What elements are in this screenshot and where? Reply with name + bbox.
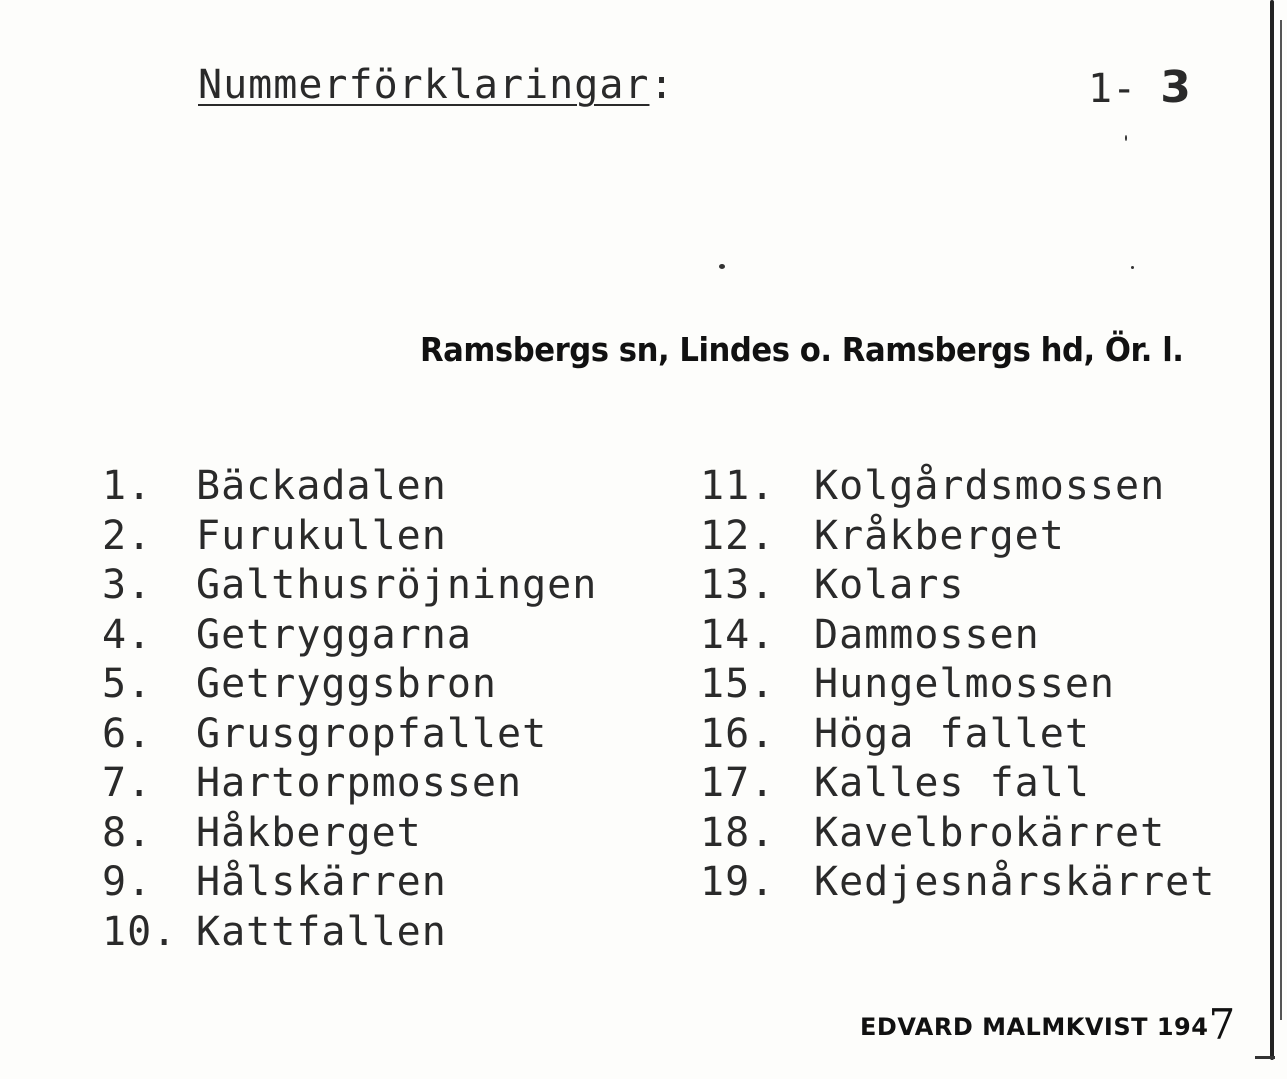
entry-number: 18.	[700, 809, 776, 856]
entry-place-name: Furukullen	[196, 512, 447, 559]
entry-place-name: Kavelbrokärret	[814, 809, 1166, 856]
place-entry	[102, 611, 597, 661]
heading-colon: :	[649, 62, 675, 108]
place-entry	[700, 809, 1215, 859]
entry-number: 10.	[102, 908, 178, 955]
entry-place-name: Getryggarna	[196, 611, 472, 658]
entry-number: 2.	[102, 512, 153, 559]
card-heading	[198, 62, 675, 108]
card-edge	[1270, 0, 1274, 1060]
entry-place-name: Hartorpmossen	[196, 760, 523, 806]
entry-place-name: Kolgårdsmossen	[814, 463, 1166, 509]
entry-place-name: Kråkberget	[814, 512, 1065, 559]
card-edge-shadow	[1280, 20, 1282, 1020]
entry-number: 8.	[102, 809, 153, 856]
place-entry	[700, 660, 1215, 710]
entry-place-name: Kattfallen	[196, 908, 447, 955]
collector-stamp	[860, 1000, 1236, 1049]
ink-speck	[1125, 135, 1127, 141]
place-entry	[700, 858, 1215, 908]
place-entry	[102, 561, 597, 611]
place-entry	[102, 908, 597, 958]
entry-number: 13.	[700, 562, 776, 608]
entry-place-name: Höga fallet	[814, 710, 1090, 757]
place-entry	[102, 759, 597, 809]
place-entry	[700, 512, 1215, 562]
card-number	[1088, 62, 1191, 113]
entry-place-name: Galthusröjningen	[196, 562, 598, 608]
place-list-right	[700, 462, 1215, 908]
place-list-left	[102, 462, 597, 957]
entry-place-name: Grusgropfallet	[196, 710, 548, 757]
entry-number: 5.	[102, 661, 153, 707]
entry-place-name: Getryggsbron	[196, 661, 497, 707]
place-entry	[102, 660, 597, 710]
entry-number: 17.	[700, 760, 776, 806]
place-entry	[102, 809, 597, 859]
entry-number: 11.	[700, 463, 776, 509]
place-entry	[102, 512, 597, 562]
ink-speck	[1131, 266, 1134, 269]
card-corner	[1255, 1056, 1275, 1059]
entry-place-name: Bäckadalen	[196, 463, 447, 509]
entry-number: 19.	[700, 859, 776, 905]
entry-place-name: Hungelmossen	[814, 661, 1115, 707]
parish-stamp: Ramsbergs sn, Lindes o. Ramsbergs hd, Ör. l.	[420, 330, 1184, 369]
entry-number: 1.	[102, 463, 153, 509]
place-entry	[700, 462, 1215, 512]
entry-place-name: Kolars	[814, 562, 965, 608]
card-number-value: 3	[1160, 62, 1191, 113]
entry-number: 14.	[700, 611, 776, 658]
place-entry	[102, 710, 597, 760]
heading-text: Nummerförklaringar	[198, 62, 650, 108]
place-entry	[102, 858, 597, 908]
entry-number: 7.	[102, 760, 153, 806]
place-entry	[102, 462, 597, 512]
entry-number: 6.	[102, 710, 153, 757]
entry-place-name: Kedjesnårskärret	[814, 859, 1216, 905]
entry-number: 9.	[102, 859, 153, 905]
entry-number: 15.	[700, 661, 776, 707]
entry-place-name: Håkberget	[196, 809, 422, 856]
place-entry	[700, 759, 1215, 809]
place-entry	[700, 561, 1215, 611]
place-entry	[700, 611, 1215, 661]
year-handwritten-digit: 7	[1208, 1000, 1236, 1049]
entry-place-name: Kalles fall	[814, 760, 1090, 806]
card-number-prefix: 1-	[1088, 66, 1137, 112]
ink-speck	[719, 264, 725, 269]
place-entry	[700, 710, 1215, 760]
entry-number: 12.	[700, 512, 776, 559]
entry-number: 16.	[700, 710, 776, 757]
entry-number: 3.	[102, 562, 153, 608]
collector-name-year: EDVARD MALMKVIST 194	[860, 1013, 1209, 1041]
entry-place-name: Hålskärren	[196, 859, 447, 905]
entry-place-name: Dammossen	[814, 611, 1040, 658]
entry-number: 4.	[102, 611, 153, 658]
